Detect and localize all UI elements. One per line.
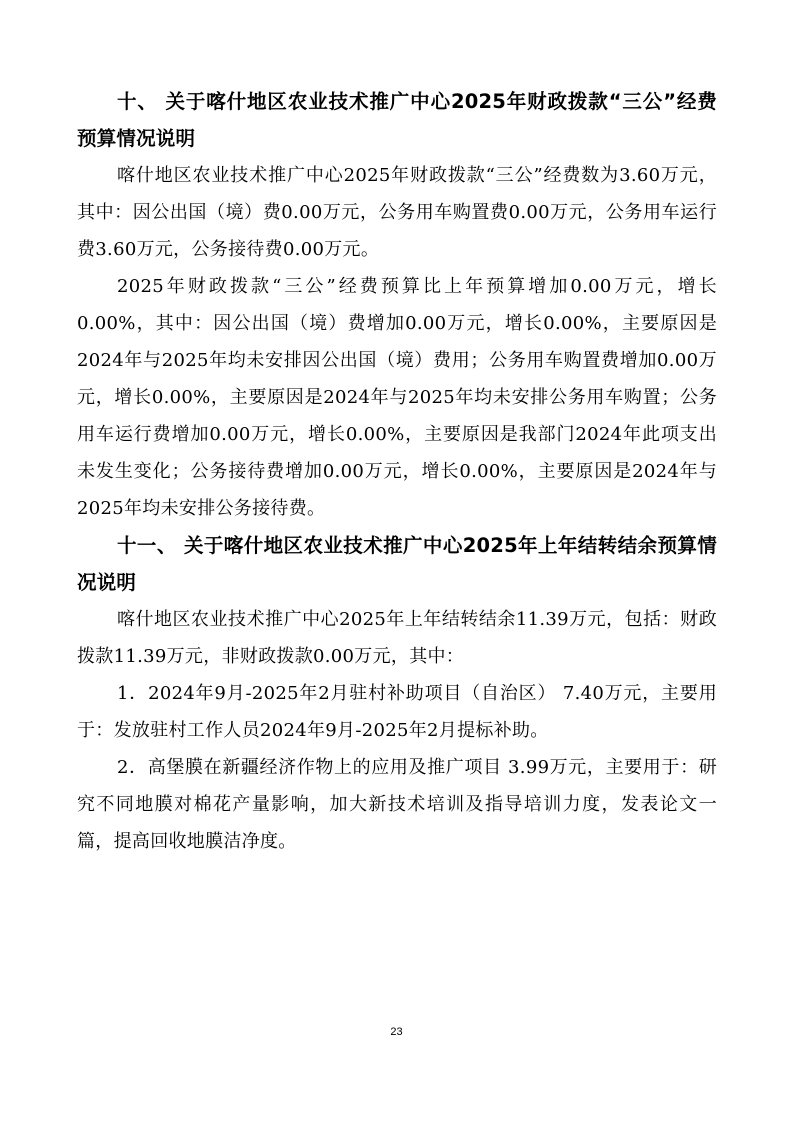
section-11-item-2: 2．高堡膜在新疆经济作物上的应用及推广项目 3.99万元，主要用于：研究不同地膜对棉花产量影响，加大新技术培训及指导培训力度，发表论文一篇，提高回收地膜洁净度。 [77, 757, 717, 852]
page-number: 23 [390, 1026, 403, 1038]
section-11-heading: 十一、 关于喀什地区农业技术推广中心2025年上年结转结余预算情况说明 [77, 534, 717, 594]
section-10-paragraph-1: 喀什地区农业技术推广中心2025年财政拨款“三公”经费数为3.60万元，其中：因公出国（境）费0.00万元，公务用车购置费0.00万元，公务用车运行费3.60万元，公务接待费0.00万元。 [77, 165, 717, 260]
section-10-heading: 十、 关于喀什地区农业技术推广中心2025年财政拨款“三公”经费预算情况说明 [77, 90, 717, 150]
document-body [77, 83, 717, 860]
section-11-paragraph-1: 喀什地区农业技术推广中心2025年上年结转结余11.39万元，包括：财政拨款11.39万元，非财政拨款0.00万元，其中： [77, 609, 717, 667]
section-10-paragraph-2: 2025年财政拨款“三公”经费预算比上年预算增加0.00万元，增长0.00%，其中：因公出国（境）费增加0.00万元，增长0.00%，主要原因是2024年与2025年均未安排因公出国（境）费用；公务用车购置费增加0.00万元，增长0.00%，主要原因是2024年与2025年均未安排公务用车购置；公务用车运行费增加0.00万元，增长0.00%，主要原因是我部门2024年此项支出未发生变化；公务接待费增加0.00万元，增长0.00%，主要原因是2024年与2025年均未安排公务接待费。 [77, 276, 717, 519]
section-11-item-1: 1．2024年9月-2025年2月驻村补助项目（自治区） 7.40万元，主要用于：发放驻村工作人员2024年9月-2025年2月提标补助。 [77, 683, 717, 741]
